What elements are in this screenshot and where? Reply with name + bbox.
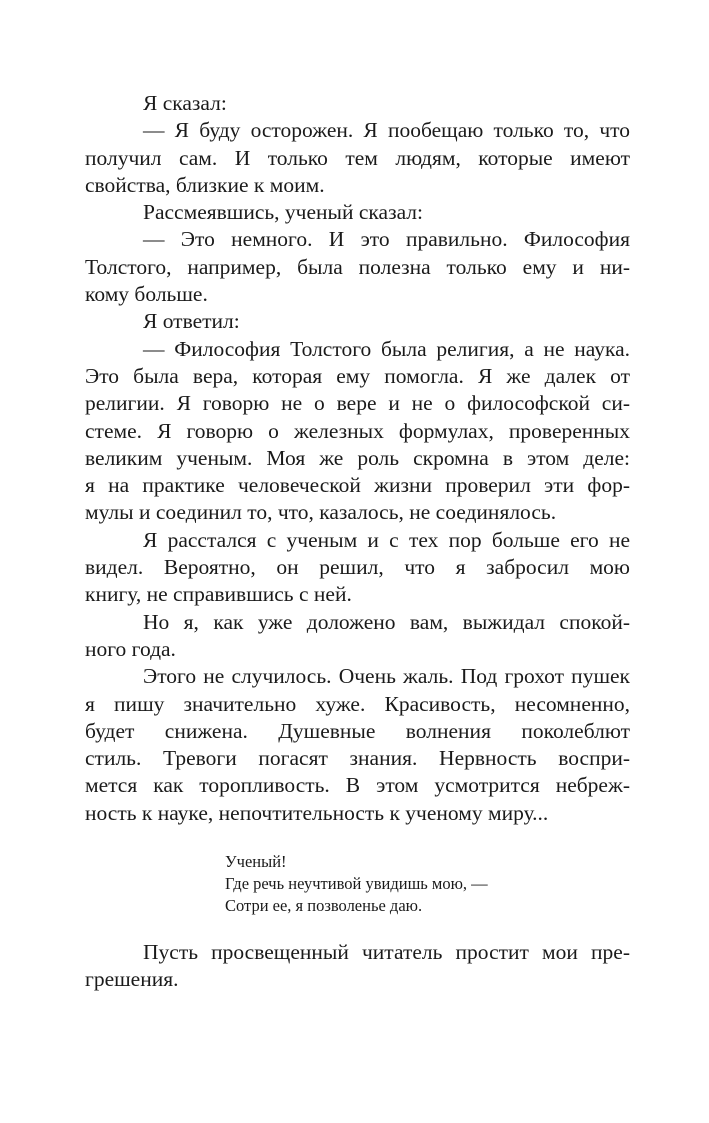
text-line: кому больше. [85,282,208,307]
text-line: Но я, как уже доложено вам, выжидал спокой- [143,609,630,634]
epigraph-verse [225,851,630,917]
text-line: видел. Вероятно, он решил, что я забросил мою [85,555,630,580]
text-line: Пусть просвещенный читатель простит мои пре- [143,940,630,965]
text-line: мется как торопливость. В этом усмотрится небреж- [85,773,630,798]
paragraph [85,90,630,117]
verse-line: Где речь неучтивой увидишь мою, — [225,874,488,894]
body-text [85,90,630,827]
text-line: Этого не случилось. Очень жаль. Под грохот пушек [143,664,630,689]
paragraph [85,609,630,664]
text-line: Я сказал: [143,91,227,115]
text-line: — Это немного. И это правильно. Философия [143,227,630,252]
text-line: — Философия Толстого была религия, а не наука. [143,336,630,361]
text-line: — Я буду осторожен. Я пообещаю только то, что [143,118,630,143]
text-line: Я ответил: [143,309,240,334]
paragraph [85,336,630,527]
text-line: мулы и соединил то, что, казалось, не соединялось. [85,500,557,525]
paragraph [85,663,630,827]
paragraph [85,527,630,609]
verse-line: Сотри ее, я позволенье даю. [225,896,423,916]
paragraph [85,117,630,199]
text-line: книгу, не справившись с ней. [85,582,352,607]
text-line: свойства, близкие к моим. [85,172,325,197]
text-line: Рассмеявшись, ученый сказал: [143,200,424,225]
text-line: Это была вера, которая ему помогла. Я же далек от [85,363,630,388]
paragraph [85,308,630,335]
text-line: ного года. [85,636,176,661]
text-line: великим ученым. Моя же роль скромна в этом деле: [85,445,630,470]
text-line: ность к науке, непочтительность к ученому миру... [85,800,549,825]
book-page [85,90,630,994]
text-line: грешения. [85,967,179,992]
paragraph [85,939,630,994]
text-line: будет снижена. Душевные волнения поколеблют [85,718,630,743]
text-line: я пишу значительно хуже. Красивость, несомненно, [85,691,630,716]
paragraph [85,226,630,308]
closing-paragraph [85,939,630,994]
text-line: религии. Я говорю не о вере и не о философской си- [85,391,630,416]
text-line: Я расстался с ученым и с тех пор больше его не [143,527,630,552]
text-line: стеме. Я говорю о железных формулах, проверенных [85,418,630,443]
text-line: получил сам. И только тем людям, которые имеют [85,145,630,170]
text-line: Толстого, например, была полезна только ему и ни- [85,254,630,279]
text-line: стиль. Тревоги погасят знания. Нервность воспри- [85,746,630,771]
paragraph [85,199,630,226]
verse-line: Ученый! [225,852,287,872]
text-line: я на практике человеческой жизни проверил эти фор- [85,473,630,498]
